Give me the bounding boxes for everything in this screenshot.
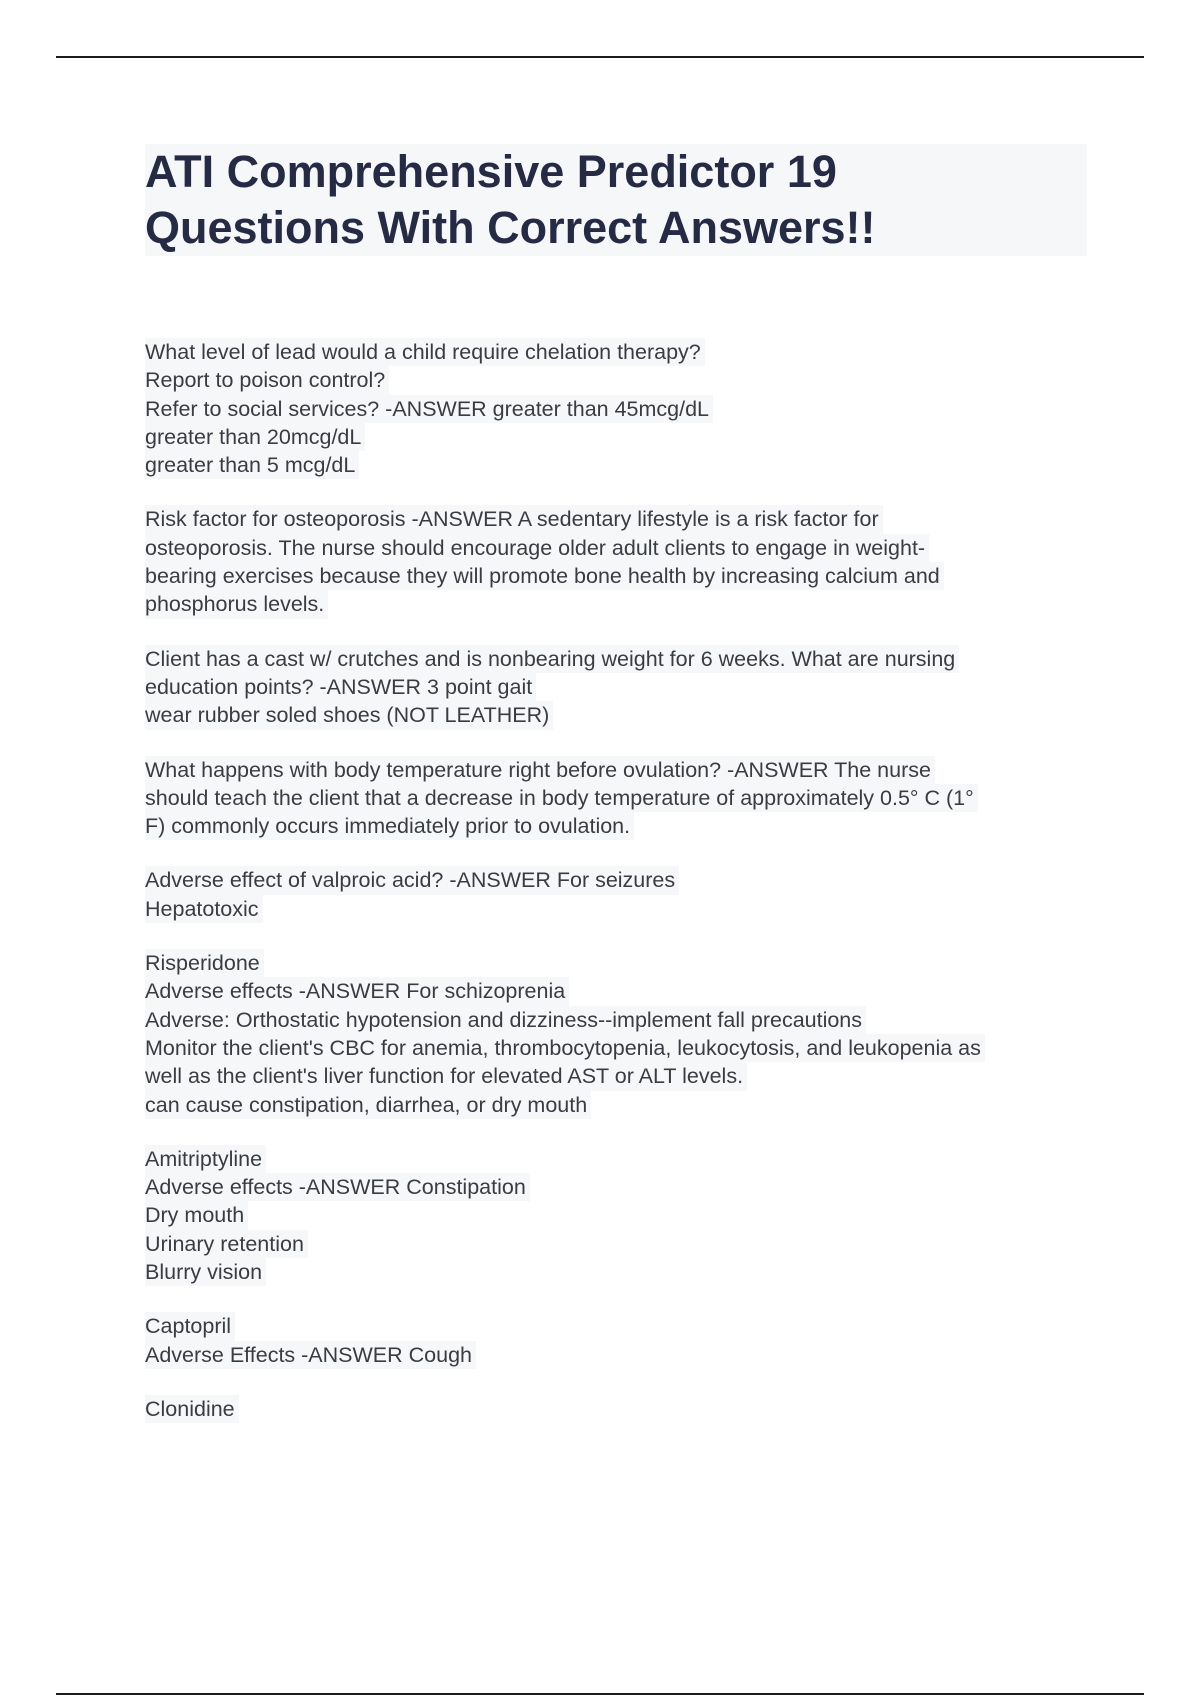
top-rule [56,56,1144,58]
text-line: Risperidone [145,949,1095,977]
text-line: Amitriptyline [145,1145,1095,1173]
text-line: Urinary retention [145,1230,1095,1258]
text-line: osteoporosis. The nurse should encourage older adult clients to engage in weight- [145,534,1095,562]
text-line: greater than 20mcg/dL [145,423,1095,451]
title-line: ATI Comprehensive Predictor 19 [145,146,837,197]
qa-entry [145,1145,1095,1286]
text-line: Captopril [145,1312,1095,1340]
title-block [145,144,1087,256]
text-line: bearing exercises because they will promote bone health by increasing calcium and [145,562,1095,590]
text-line: Monitor the client's CBC for anemia, thrombocytopenia, leukocytosis, and leukopenia as [145,1034,1095,1062]
text-line: Hepatotoxic [145,895,1095,923]
text-line: Adverse effects -ANSWER Constipation [145,1173,1095,1201]
text-line: What level of lead would a child require chelation therapy? [145,338,1095,366]
text-line: Client has a cast w/ crutches and is nonbearing weight for 6 weeks. What are nursing [145,645,1095,673]
text-line: wear rubber soled shoes (NOT LEATHER) [145,701,1095,729]
text-line: Refer to social services? -ANSWER greater than 45mcg/dL [145,395,1095,423]
text-line: education points? -ANSWER 3 point gait [145,673,1095,701]
text-line: Risk factor for osteoporosis -ANSWER A sedentary lifestyle is a risk factor for [145,505,1095,533]
title-line: Questions With Correct Answers!! [145,202,876,253]
qa-entry [145,756,1095,841]
text-line: Clonidine [145,1395,1095,1423]
text-line: F) commonly occurs immediately prior to ovulation. [145,812,1095,840]
qa-entry [145,949,1095,1119]
qa-entry [145,1312,1095,1369]
text-line: should teach the client that a decrease in body temperature of approximately 0.5° C (1° [145,784,1095,812]
text-line: Adverse effects -ANSWER For schizoprenia [145,977,1095,1005]
text-line: Adverse: Orthostatic hypotension and dizziness--implement fall precautions [145,1006,1095,1034]
text-line: Adverse effect of valproic acid? -ANSWER For seizures [145,866,1095,894]
bottom-rule [56,1693,1144,1695]
qa-content [145,338,1095,1423]
qa-entry [145,505,1095,618]
qa-entry [145,866,1095,923]
text-line: Report to poison control? [145,366,1095,394]
text-line: can cause constipation, diarrhea, or dry mouth [145,1091,1095,1119]
text-line: Dry mouth [145,1201,1095,1229]
text-line: phosphorus levels. [145,590,1095,618]
qa-entry [145,1395,1095,1423]
text-line: What happens with body temperature right before ovulation? -ANSWER The nurse [145,756,1095,784]
qa-entry [145,338,1095,479]
text-line: Blurry vision [145,1258,1095,1286]
text-line: well as the client's liver function for elevated AST or ALT levels. [145,1062,1095,1090]
text-line: Adverse Effects -ANSWER Cough [145,1341,1095,1369]
document-title [145,144,1087,256]
qa-entry [145,645,1095,730]
text-line: greater than 5 mcg/dL [145,451,1095,479]
